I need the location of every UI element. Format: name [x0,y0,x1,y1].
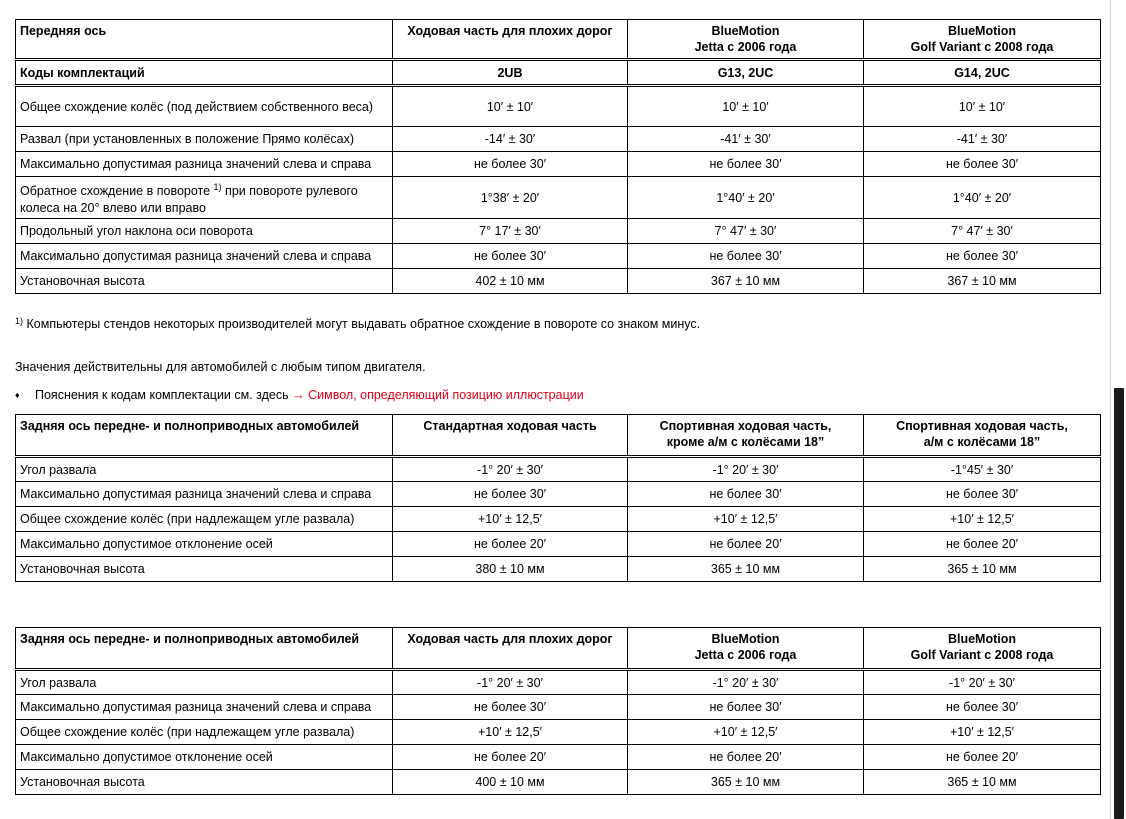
footnote-ref: 1) [213,182,222,193]
table-row [16,152,1101,177]
param-cell: Установочная высота [16,770,393,795]
value-cell: 1°38′ ± 20′ [393,177,628,219]
param-cell: Обратное схождение в повороте $^{1)}$ при повороте рулевого колеса на 20° влево или вправо [16,177,393,219]
table-row [16,457,1101,482]
value-cell: -1° 20′ ± 30′ [393,457,628,482]
param-cell: Общее схождение колёс (при надлежащем угле развала) [16,720,393,745]
value-cell: 402 ± 10 мм [393,269,628,294]
value-cell: +10′ ± 12,5′ [628,507,864,532]
rear-axle-table-1 [15,414,1101,582]
value-cell: 380 ± 10 мм [393,557,628,582]
value-cell: 400 ± 10 мм [393,770,628,795]
codes-note [15,388,584,402]
value-cell: не более 20′ [628,532,864,557]
param-cell: Общее схождение колёс (при надлежащем угле развала) [16,507,393,532]
table-row [16,770,1101,795]
code-cell: G13, 2UC [628,60,864,86]
vertical-scrollbar[interactable] [1110,0,1126,819]
table-header-row [16,20,1101,60]
param-cell: Развал (при установленных в положение Прямо колёсах) [16,127,393,152]
value-cell: не более 20′ [864,745,1101,770]
table-row [16,532,1101,557]
value-cell: не более 30′ [393,244,628,269]
param-cell: Продольный угол наклона оси поворота [16,219,393,244]
header-cell: BlueMotion Jetta с 2006 года [628,628,864,670]
value-cell: 365 ± 10 мм [628,770,864,795]
table-row [16,557,1101,582]
codes-label: Коды комплектаций [16,60,393,86]
value-cell: не более 20′ [393,745,628,770]
header-cell: Спортивная ходовая часть, а/м с колёсами 18” [864,415,1101,457]
value-cell: не более 30′ [864,482,1101,507]
value-cell: не более 30′ [393,152,628,177]
value-cell: 10′ ± 10′ [864,86,1101,127]
value-cell: 367 ± 10 мм [628,269,864,294]
param-cell: Максимально допустимая разница значений слева и справа [16,244,393,269]
table-header-row [16,628,1101,670]
footnote-mark: 1) [15,316,24,326]
front-axle-table [15,19,1101,294]
table-row [16,507,1101,532]
codes-row [16,60,1101,86]
value-cell: 365 ± 10 мм [864,770,1101,795]
value-cell: -1° 20′ ± 30′ [864,670,1101,695]
table-row [16,86,1101,127]
param-cell: Максимально допустимое отклонение осей [16,532,393,557]
value-cell: 10′ ± 10′ [628,86,864,127]
value-cell: не более 20′ [864,532,1101,557]
value-cell: 10′ ± 10′ [393,86,628,127]
param-cell: Максимально допустимая разница значений слева и справа [16,152,393,177]
value-cell: не более 30′ [628,695,864,720]
value-cell: +10′ ± 12,5′ [393,720,628,745]
header-cell: BlueMotion Jetta с 2006 года [628,20,864,60]
value-cell: не более 30′ [628,152,864,177]
value-cell: -1°45′ ± 30′ [864,457,1101,482]
value-cell: -41′ ± 30′ [864,127,1101,152]
value-cell: -1° 20′ ± 30′ [628,670,864,695]
table-row [16,269,1101,294]
value-cell: не более 30′ [628,244,864,269]
value-cell: не более 30′ [393,482,628,507]
value-cell: не более 30′ [864,152,1101,177]
header-cell: Спортивная ходовая часть, кроме а/м с колёсами 18” [628,415,864,457]
value-cell: +10′ ± 12,5′ [864,507,1101,532]
param-cell: Угол развала [16,457,393,482]
table-row [16,127,1101,152]
value-cell: 365 ± 10 мм [864,557,1101,582]
param-cell: Установочная высота [16,557,393,582]
value-cell: не более 30′ [393,695,628,720]
scrollbar-thumb[interactable] [1114,388,1124,819]
value-cell: не более 30′ [864,695,1101,720]
illustration-symbol-link[interactable]: → Символ, определяющий позицию иллюстрации [292,388,584,402]
header-cell: Стандартная ходовая часть [393,415,628,457]
rear-axle-table-2 [15,627,1101,795]
table-row [16,219,1101,244]
value-cell: -1° 20′ ± 30′ [393,670,628,695]
code-cell: 2UB [393,60,628,86]
footnote-text: Компьютеры стендов некоторых производителей могут выдавать обратное схождение в повороте со знаком минус. [26,317,701,331]
value-cell: +10′ ± 12,5′ [393,507,628,532]
param-cell: Максимально допустимая разница значений слева и справа [16,482,393,507]
value-cell: -1° 20′ ± 30′ [628,457,864,482]
value-cell: не более 20′ [393,532,628,557]
value-cell: не более 20′ [628,745,864,770]
value-cell: 7° 47′ ± 30′ [628,219,864,244]
value-cell: +10′ ± 12,5′ [628,720,864,745]
header-cell: BlueMotion Golf Variant с 2008 года [864,20,1101,60]
value-cell: 367 ± 10 мм [864,269,1101,294]
value-cell: 1°40′ ± 20′ [864,177,1101,219]
code-cell: G14, 2UC [864,60,1101,86]
header-cell: Ходовая часть для плохих дорог [393,20,628,60]
param-cell: Угол развала [16,670,393,695]
table-row [16,745,1101,770]
header-cell: Задняя ось передне- и полноприводных автомобилей [16,415,393,457]
value-cell: 365 ± 10 мм [628,557,864,582]
header-cell: Передняя ось [16,20,393,60]
footnote [15,316,700,331]
bullet-icon: ♦ [15,390,20,400]
header-cell: Задняя ось передне- и полноприводных автомобилей [16,628,393,670]
table-row [16,720,1101,745]
param-cell: Максимально допустимая разница значений слева и справа [16,695,393,720]
table-row [16,244,1101,269]
param-cell: Общее схождение колёс (под действием собственного веса) [16,86,393,127]
param-cell: Установочная высота [16,269,393,294]
header-cell: Ходовая часть для плохих дорог [393,628,628,670]
table-row [16,482,1101,507]
value-cell: 7° 47′ ± 30′ [864,219,1101,244]
table-row [16,177,1101,219]
value-cell: 1°40′ ± 20′ [628,177,864,219]
table-row [16,670,1101,695]
codes-note-text: Пояснения к кодам комплектации см. здесь [35,388,289,402]
value-cell: 7° 17′ ± 30′ [393,219,628,244]
header-cell: BlueMotion Golf Variant с 2008 года [864,628,1101,670]
engine-note: Значения действительны для автомобилей с любым типом двигателя. [15,360,426,374]
table-row [16,695,1101,720]
value-cell: -41′ ± 30′ [628,127,864,152]
value-cell: -14′ ± 30′ [393,127,628,152]
table-header-row [16,415,1101,457]
param-cell: Максимально допустимое отклонение осей [16,745,393,770]
value-cell: не более 30′ [864,244,1101,269]
value-cell: не более 30′ [628,482,864,507]
value-cell: +10′ ± 12,5′ [864,720,1101,745]
